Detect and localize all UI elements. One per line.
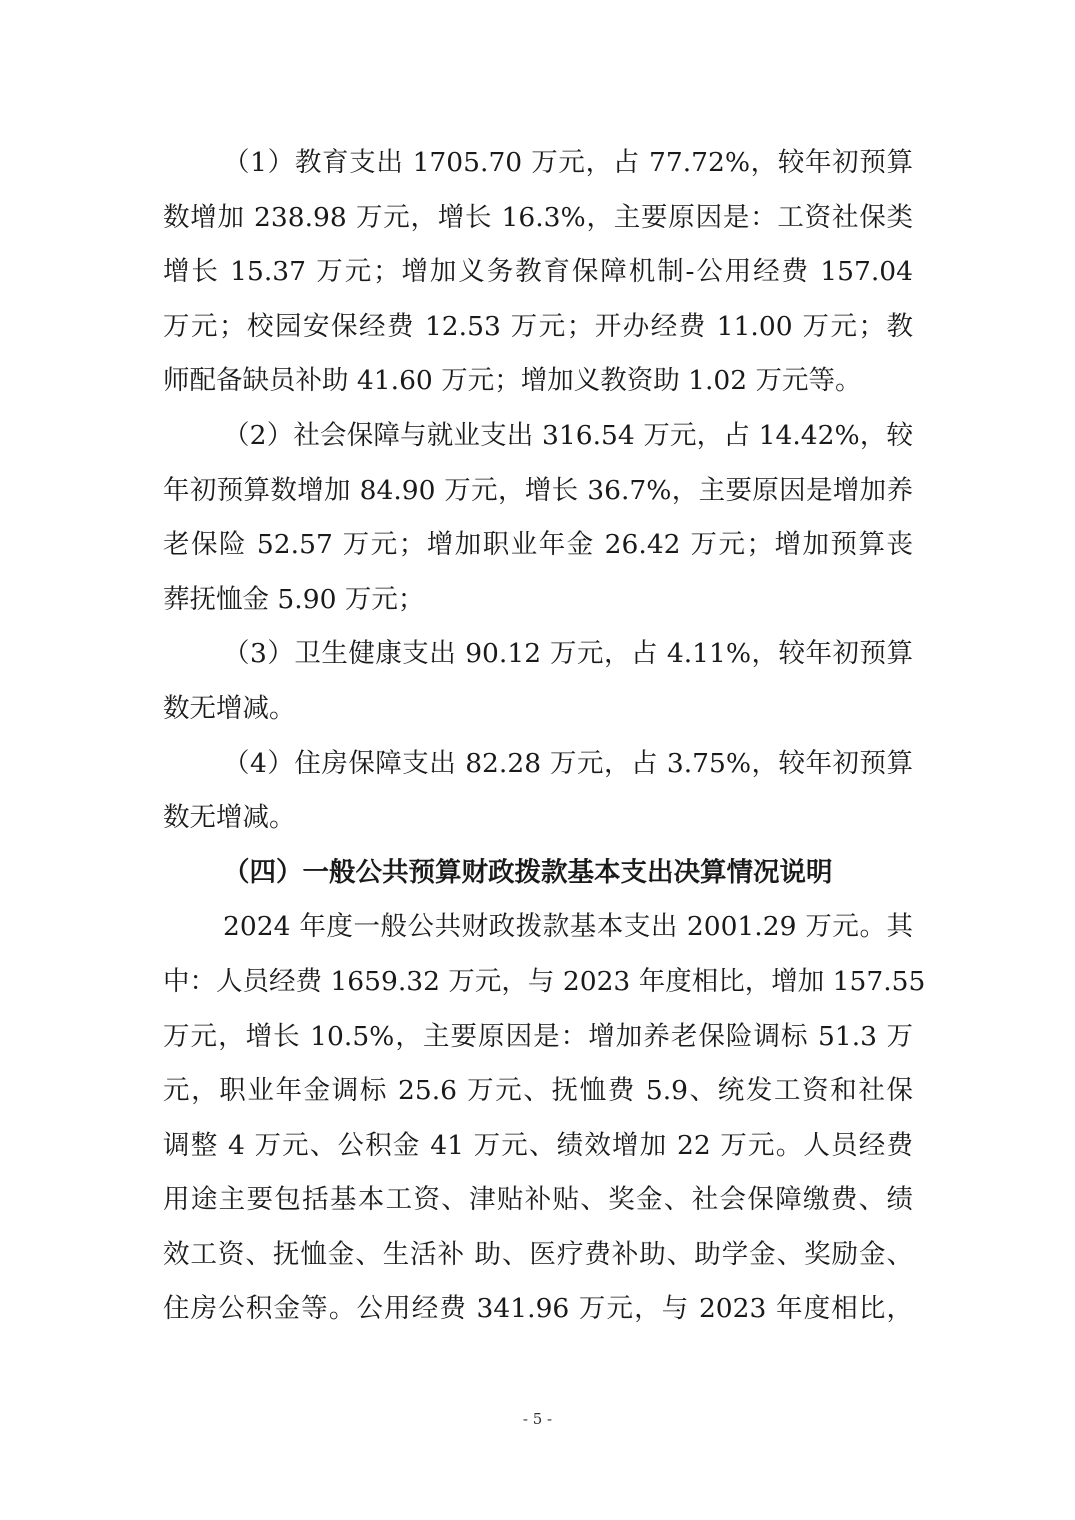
text-line: 师配备缺员补助 41.60 万元；增加义教资助 1.02 万元等。 <box>163 365 862 397</box>
text-line: （2）社会保障与就业支出 316.54 万元，占 14.42%，较 <box>223 419 913 451</box>
text-line: 年初预算数增加 84.90 万元，增长 36.7%，主要原因是增加养 <box>163 474 913 506</box>
text-line: （1）教育支出 1705.70 万元，占 77.72%，较年初预算 <box>223 147 913 178</box>
page-number: - 5 - <box>522 1410 553 1428</box>
text-line: 数无增减。 <box>163 692 296 724</box>
text-line: 2024 年度一般公共财政拨款基本支出 2001.29 万元。其 <box>223 911 913 943</box>
text-line: 数增加 238.98 万元，增长 16.3%，主要原因是：工资社保类 <box>163 201 913 233</box>
text-line: 用途主要包括基本工资、津贴补贴、奖金、社会保障缴费、绩 <box>163 1184 913 1216</box>
text-line: （3）卫生健康支出 90.12 万元，占 4.11%，较年初预算 <box>223 638 913 670</box>
text-line: 增长 15.37 万元；增加义务教育保障机制-公用经费 157.04 <box>163 256 913 288</box>
text-line: 中：人员经费 1659.32 万元，与 2023 年度相比，增加 157.55 <box>163 965 926 997</box>
text-line: 葬抚恤金 5.90 万元； <box>163 583 425 615</box>
document-body <box>163 136 926 1337</box>
text-line: 调整 4 万元、公积金 41 万元、绩效增加 22 万元。人员经费 <box>163 1129 913 1161</box>
text-line: 万元；校园安保经费 12.53 万元；开办经费 11.00 万元；教 <box>163 310 913 342</box>
section-heading: （四）一般公共预算财政拨款基本支出决算情况说明 <box>223 856 833 888</box>
text-line: 万元，增长 10.5%，主要原因是：增加养老保险调标 51.3 万 <box>163 1020 913 1052</box>
text-line: 住房公积金等。公用经费 341.96 万元，与 2023 年度相比， <box>163 1293 913 1325</box>
text-line: 老保险 52.57 万元；增加职业年金 26.42 万元；增加预算丧 <box>163 529 913 561</box>
text-line: 效工资、抚恤金、生活补 助、医疗费补助、助学金、奖励金、 <box>163 1238 913 1270</box>
text-line: （4）住房保障支出 82.28 万元，占 3.75%，较年初预算 <box>223 747 913 779</box>
text-line: 元，职业年金调标 25.6 万元、抚恤费 5.9、统发工资和社保 <box>163 1075 913 1107</box>
text-line: 数无增减。 <box>163 802 296 834</box>
